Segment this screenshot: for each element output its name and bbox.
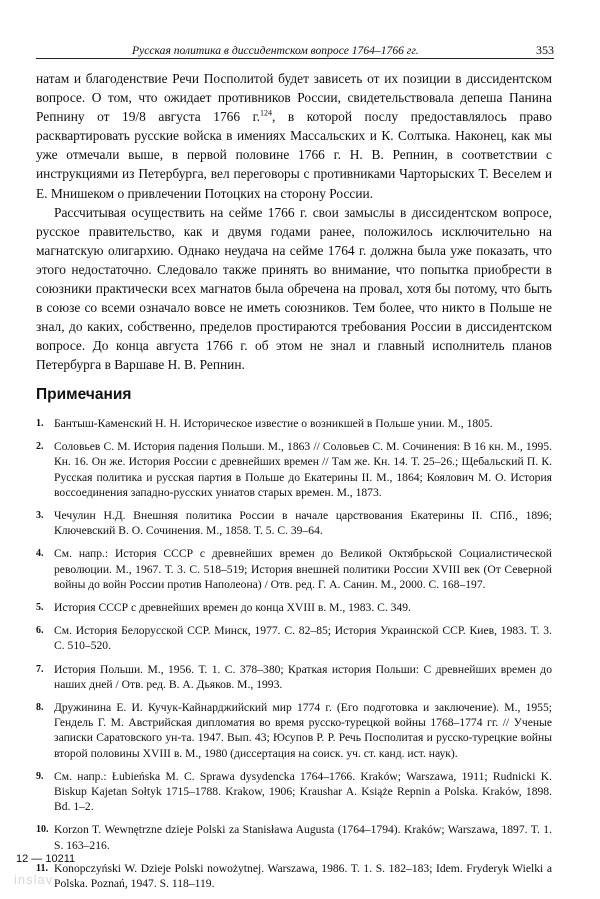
note-text: Konopczyński W. Dzieje Polski nowożytnej. Warszawa, 1986. T. 1. S. 182–183; Idem. Fryderyk Wielki a Polska. Poznań, 1947. S. 118–119. [54,861,552,891]
note-item [36,769,552,815]
note-text: См. История Белорусской ССР. Минск, 1977. С. 82–85; История Украинской ССР. Киев, 1983. Т. 3. С. 510–520. [54,624,552,653]
notes-heading: Примечания [36,386,132,403]
note-text: Чечулин Н.Д. Внешняя политика России в начале царствования Екатерины II. СПб., 1896; Ключевский В. О. Сочинения. М., 1858. Т. 5. С. 39–64. [54,509,552,538]
note-item [36,822,552,852]
note-text: Бантыш-Каменский Н. Н. Историческое известие о возникшей в Польше унии. М., 1805. [54,417,493,430]
note-item [36,416,552,431]
paragraph-1 [36,69,552,203]
note-item [36,600,552,615]
note-text: Korzon T. Wewnętrzne dzieje Polski za Stanisława Augusta (1764–1794). Kraków; Warszawa, 1897. T. 1. S. 163–216. [54,823,552,852]
note-text: История СССР с древнейших времен до конца XVIII в. М., 1983. С. 349. [54,601,411,615]
note-number: 4. [36,548,44,560]
watermark: inslav [14,872,54,887]
note-text: Дружинина Е. И. Кучук-Кайнарджийский мир 1774 г. (Его подготовка и заключение). М., 1955; Гендель Г. М. Австрийская дипломатия во время русско-турецкой войны 1768–1774 гг. // Ученые записки Саратовского ун-та. 1947. Вып. 43; Юсупов Р. Р. Речь Посполитая и русско-турецкие войны второй половины XVIII в. М., 1980 (диссертация на соиск. уч. ст. канд. ист. наук). [54,701,552,760]
note-number: 11. [36,862,48,874]
note-number: 1. [36,418,44,429]
note-item [36,662,552,692]
note-text: См. напр.: История СССР с древнейших времен до Великой Октябрьской Социалистической революции. М., 1967. Т. 3. С. 518–519; История внешней политики России XVIII век (От Северной войны до войн России против Наполеона) / Отв. ред. Г. А. Санин. М., 2000. С. 168–197. [54,547,552,591]
note-number: 2. [36,441,44,453]
note-number: 7. [36,663,44,675]
paragraph-1-text-cont: , в которой послу предоставлялось право расквартировать русские войска в имениях Массальских и К. Солтыка. Наконец, как мы уже отмечали выше, в первой половине 1766 г. Н. В. Репнин, в соответствии с инструкциями из Петербурга, вел переговоры с противниками Чарторыских Т. Веселем и Е. Мнишеком о привлечении Потоцких на сторону России. [36,109,552,201]
note-text: История Польши. М., 1956. Т. 1. С. 378–380; Краткая история Польши: С древнейших времен до наших дней / Отв. ред. В. А. Дьяков. М., 1993. [54,662,552,691]
paragraph-2: Рассчитывая осуществить на сейме 1766 г. свои замыслы в диссидентском вопросе, русское правительство, как и двумя годами ранее, положилось исключительно на магнатскую олигархию. Однако неудача на сейме 1764 г. должна была уже показать, что этого недостаточно. Следовало также принять во внимание, что попытка приобрести в союзники практически всех магнатов была обречена на провал, хотя бы потому, что быть в союзе со всеми означало вовсе не иметь союзников. Тем более, что никто в Польше не знал, до каких, собственно, пределов простираются требования России в диссидентском вопросе. До конца августа 1766 г. об этом не знал и главный исполнитель планов Петербурга в Варшаве Н. В. Репнин. [36,204,552,373]
note-item [36,546,552,592]
note-item [36,623,552,653]
main-text [36,69,552,375]
footnote-ref-124: 124 [259,108,272,118]
note-item [36,508,552,538]
running-title: Русская политика в диссидентском вопросе 1764–1766 гг. [132,44,419,57]
paragraph-1-text: натам и благоденствие Речи Посполитой будет зависеть от их позиции в диссидентском вопросе. О том, что ожидает противников России, свидетельствовала депеша Панина Репнину от 19/8 августа 1766 г. [36,71,552,125]
notes-list [36,416,552,899]
printer-signature: 12 — 10211 [16,853,76,865]
note-number: 9. [36,770,44,782]
note-item [36,861,552,891]
note-number: 3. [36,510,44,522]
note-text: Соловьев С. М. История падения Польши. М., 1863 // Соловьев С. М. Сочинения: В 16 кн. М., 1995. Кн. 16. Он же. История России с древнейших времен // Там же. Кн. 14. Т. 25–26.; Щебальский П. К. Русская политика и русская партия в Польше до Екатерины II. М., 1864; Коялович М. О. История воссоединения западно-русских униатов старых времен. М., 1873. [54,440,552,499]
note-number: 8. [36,702,44,714]
note-text: См. напр.: Łubieńska M. C. Sprawa dysydencka 1764–1766. Kraków; Warszawa, 1911; Rudnicki K. Biskup Kajetan Sołtyk 1715–1788. Krakow, 1906; Kraushar A. Książe Repnin a Polska. Kraków, 1898. Bd. 1–2. [54,769,552,814]
running-header [36,40,554,59]
note-number: 6. [36,625,44,637]
page-number: 353 [536,43,554,57]
note-number: 10. [36,824,49,836]
note-number: 5. [36,602,44,614]
note-item [36,700,552,761]
note-item [36,439,552,500]
